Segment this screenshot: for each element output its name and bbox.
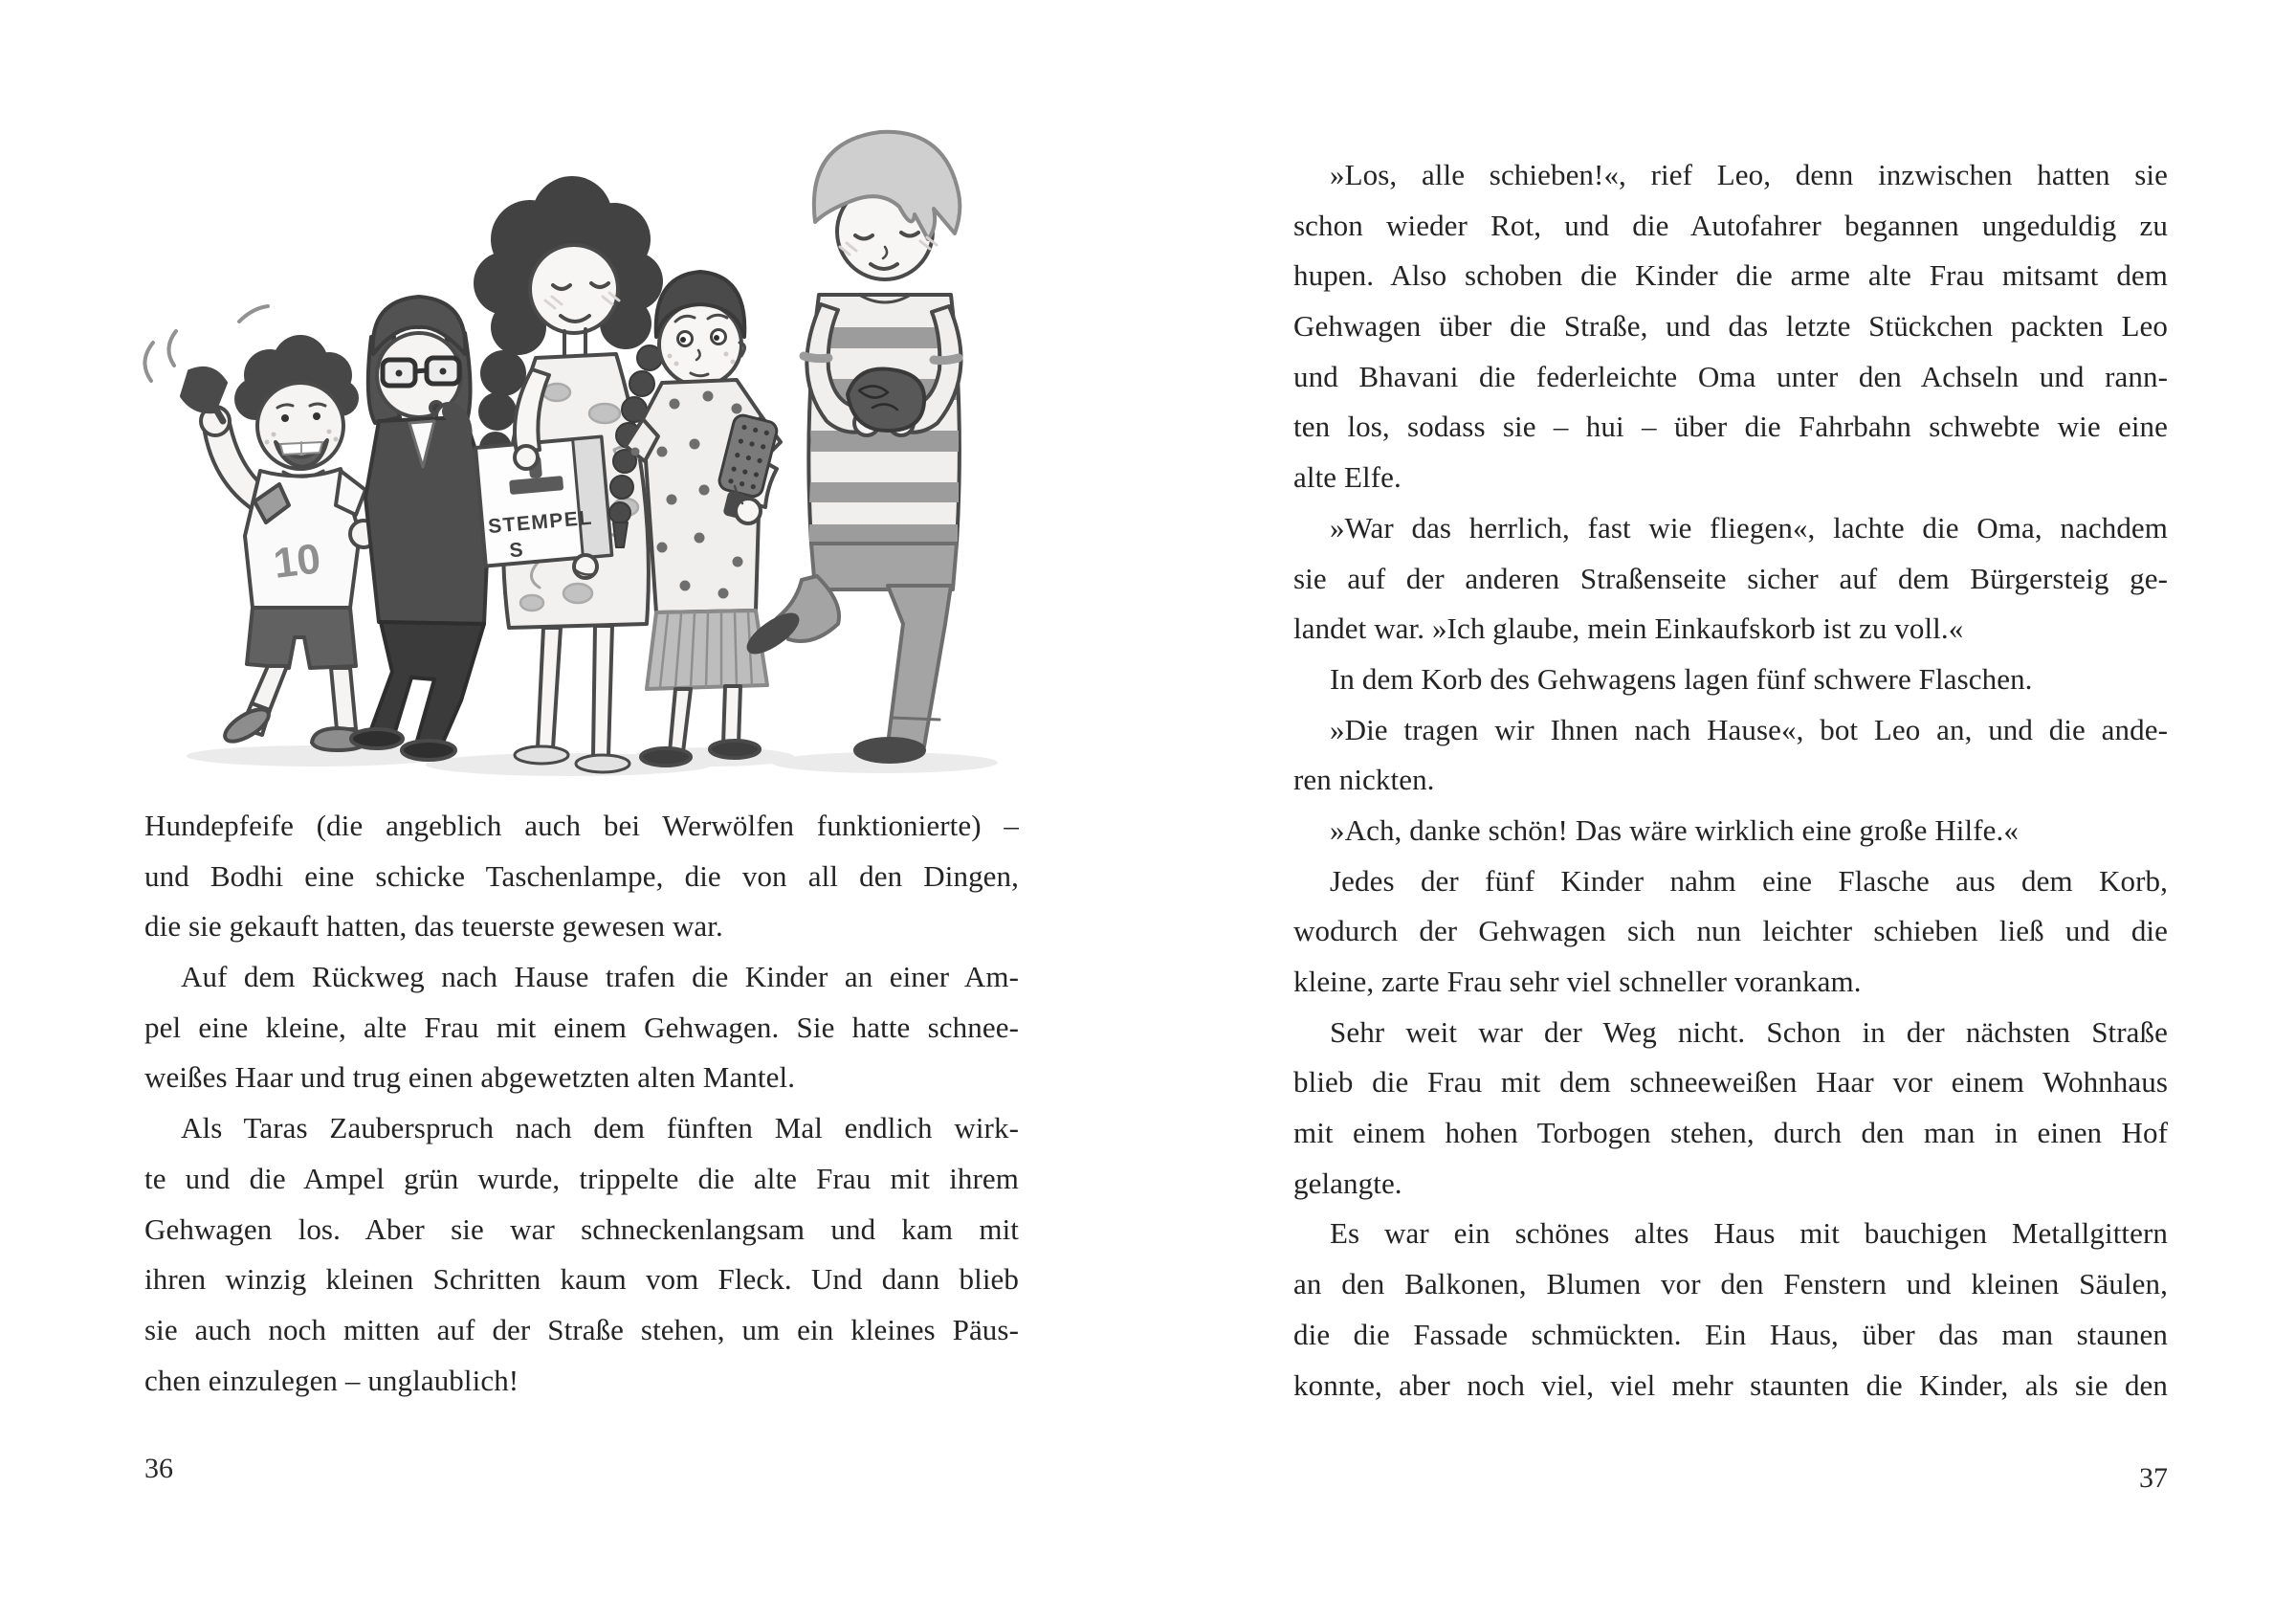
text-line: konnte, aber noch viel, viel mehr staunten die Kinder, als sie den (1293, 1367, 2168, 1402)
text-line: alte Elfe. (1293, 460, 1402, 495)
dark-bundle (848, 369, 924, 431)
text-line: blieb die Frau mit dem schneeweißen Haar vor einem Wohnhaus (1293, 1065, 2168, 1100)
text-line: Als Taras Zauberspruch nach dem fünften Mal endlich wirk- (181, 1111, 1019, 1145)
text-line: und Bodhi eine schicke Taschenlampe, die von all den Dingen, (144, 858, 1019, 893)
page-number-right: 37 (2139, 1462, 2168, 1494)
child-with-glasses-and-whistle (351, 297, 490, 760)
text-line: »Die tragen wir Ihnen nach Hause«, bot Leo an, und die ande- (1330, 712, 2168, 746)
text-line: chen einzulegen – unglaublich! (144, 1363, 519, 1397)
text-line: mit einem hohen Torbogen stehen, durch den man in einen Hof (1293, 1116, 2168, 1150)
children-illustration (124, 84, 1014, 777)
text-line: ten los, sodass sie – hui – über die Fahrbahn schwebte wie eine (1293, 410, 2168, 444)
text-line: an den Balkonen, Blumen vor den Fenstern und kleinen Säulen, (1293, 1267, 2168, 1301)
text-line: In dem Korb des Gehwagens lagen fünf schwere Flaschen. (1330, 661, 2033, 696)
text-line: kleine, zarte Frau sehr viel schneller vorankam. (1293, 965, 1862, 998)
right-page-text (1293, 150, 2168, 1411)
text-line: ihren winzig kleinen Schritten kaum vom Fleck. Und dann blieb (144, 1262, 1019, 1297)
text-line: »War das herrlich, fast wie fliegen«, lachte die Oma, nachdem (1330, 510, 2168, 544)
text-line: sie auf der anderen Straßenseite sicher auf dem Bürgersteig ge- (1293, 561, 2168, 595)
text-line: und Bhavani die federleichte Oma unter den Achseln und rann- (1293, 359, 2168, 393)
box-label-line2: S (508, 539, 524, 563)
dog-whistle-icon (182, 368, 226, 411)
text-line: die sie gekauft hatten, das teuerste gewesen war. (144, 909, 723, 944)
text-line: Es war ein schönes altes Haus mit bauchigen Metallgittern (1330, 1216, 2168, 1251)
text-line: te und die Ampel grün wurde, trippelte die alte Frau mit ihrem (144, 1161, 1019, 1195)
text-line: schon wieder Rot, und die Autofahrer begannen ungeduldig zu (1293, 208, 2168, 242)
text-line: sie auch noch mitten auf der Straße stehen, um ein kleines Päus- (144, 1312, 1019, 1346)
text-line: »Los, alle schieben!«, rief Leo, denn inzwischen hatten sie (1330, 158, 2168, 191)
text-line: hupen. Also schoben die Kinder die arme alte Frau mitsamt dem (1293, 258, 2168, 293)
text-line: Gehwagen los. Aber sie war schneckenlangsam und kam mit (144, 1211, 1019, 1246)
text-line: Sehr weit war der Weg nicht. Schon in der nächsten Straße (1330, 1014, 2168, 1049)
text-line: Auf dem Rückweg nach Hause trafen die Kinder an einer Am- (181, 960, 1019, 994)
left-page-text (144, 801, 1019, 1406)
jersey-number: 10 (271, 535, 323, 588)
text-line: wodurch der Gehwagen sich nun leichter schieben ließ und die (1293, 914, 2168, 948)
text-line: »Ach, danke schön! Das wäre wirklich eine große Hilfe.« (1330, 812, 2019, 847)
text-line: Gehwagen über die Straße, und das letzte Stückchen packten Leo (1293, 309, 2168, 344)
page-number-left: 36 (144, 1453, 173, 1484)
text-line: weißes Haar und trug einen abgewetzten alten Mantel. (144, 1060, 796, 1095)
girl-with-stamp-box (474, 176, 663, 772)
right-page (1148, 0, 2296, 1622)
text-line: pel eine kleine, alte Frau mit einem Gehwagen. Sie hatte schnee- (144, 1010, 1019, 1044)
boy-with-dog-whistle (144, 306, 377, 750)
text-line: landet war. »Ich glaube, mein Einkaufskorb ist zu voll.« (1293, 611, 1964, 646)
text-line: Jedes der fünf Kinder nahm eine Flasche aus dem Korb, (1330, 863, 2168, 898)
text-line: Hundepfeife (die angeblich auch bei Werwölfen funktionierte) – (144, 809, 1019, 842)
stamp-box (475, 436, 611, 566)
text-line: ren nickten. (1293, 763, 1435, 797)
box-label-line1: STEMPEL (487, 506, 594, 539)
text-line: die die Fassade schmückten. Ein Haus, über das man staunen (1293, 1317, 2168, 1351)
text-line: gelangte. (1293, 1166, 1402, 1200)
